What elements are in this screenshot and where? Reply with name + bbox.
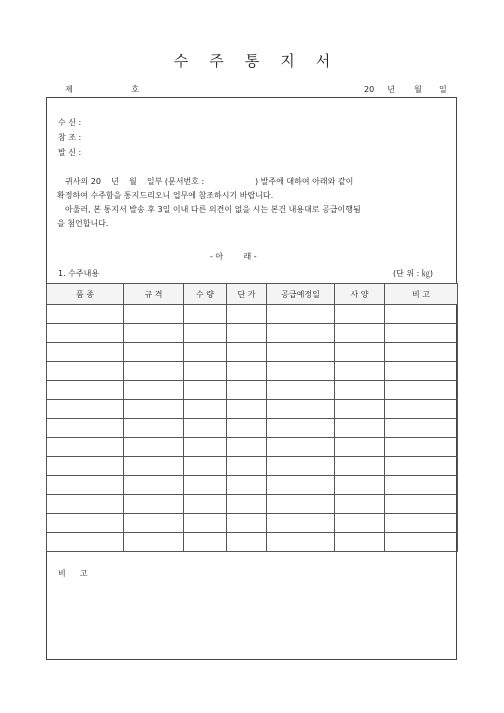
table-cell[interactable] [385,438,458,457]
table-cell[interactable] [124,514,184,533]
table-cell[interactable] [385,514,458,533]
table-cell[interactable] [47,362,124,381]
table-cell[interactable] [227,514,267,533]
table-cell[interactable] [267,324,335,343]
table-cell[interactable] [385,419,458,438]
order-table [46,283,458,552]
table-cell[interactable] [227,305,267,324]
remarks-label: 비고 [58,569,102,578]
table-cell[interactable] [267,514,335,533]
table-cell[interactable] [227,362,267,381]
body-line-1: 귀사의 20 년 월 일부 (문서번호 : ) 발주에 대하여 아래와 같이 [65,177,354,186]
table-cell[interactable] [385,381,458,400]
table-cell[interactable] [267,343,335,362]
table-cell[interactable] [335,476,385,495]
table-cell[interactable] [385,495,458,514]
table-cell[interactable] [124,533,184,552]
table-cell[interactable] [124,419,184,438]
table-cell[interactable] [47,533,124,552]
reference-heading: - 아 래 - [210,252,257,261]
table-cell[interactable] [335,438,385,457]
table-cell[interactable] [267,381,335,400]
table-cell[interactable] [227,343,267,362]
header-unit-price: 단 가 [227,284,267,305]
table-cell[interactable] [267,457,335,476]
table-cell[interactable] [385,457,458,476]
table-cell[interactable] [184,457,227,476]
table-row [47,400,458,419]
table-row [47,495,458,514]
table-row [47,457,458,476]
date-month-unit: 월 [414,85,422,94]
table-cell[interactable] [47,305,124,324]
table-cell[interactable] [184,305,227,324]
table-cell[interactable] [267,476,335,495]
table-cell[interactable] [227,476,267,495]
table-cell[interactable] [385,305,458,324]
table-row [47,343,458,362]
table-cell[interactable] [385,324,458,343]
date-year-unit: 년 [387,85,396,94]
table-body [47,305,458,552]
table-cell[interactable] [227,381,267,400]
table-cell[interactable] [335,514,385,533]
table-cell[interactable] [124,343,184,362]
table-cell[interactable] [335,343,385,362]
table-row [47,324,458,343]
document-number-label: 제 호 [65,85,167,94]
table-cell[interactable] [124,400,184,419]
table-row [47,533,458,552]
table-cell[interactable] [267,419,335,438]
table-cell[interactable] [335,381,385,400]
table-row [47,438,458,457]
table-cell[interactable] [124,495,184,514]
table-cell[interactable] [184,495,227,514]
table-cell[interactable] [124,324,184,343]
table-cell[interactable] [47,419,124,438]
table-cell[interactable] [335,400,385,419]
table-cell[interactable] [385,533,458,552]
table-cell[interactable] [227,419,267,438]
header-remarks: 비 고 [385,284,458,305]
table-cell[interactable] [47,438,124,457]
table-cell[interactable] [184,533,227,552]
header-quantity: 수 량 [184,284,227,305]
table-cell[interactable] [335,305,385,324]
sender-label: 발 신 : [58,148,82,157]
table-cell[interactable] [47,514,124,533]
table-cell[interactable] [47,495,124,514]
table-row [47,419,458,438]
table-row [47,476,458,495]
date-year: 20 [364,85,375,94]
table-cell[interactable] [124,438,184,457]
table-cell[interactable] [267,305,335,324]
date-day-unit: 일 [438,85,447,94]
table-cell[interactable] [227,324,267,343]
table-cell[interactable] [267,400,335,419]
table-cell[interactable] [124,457,184,476]
section-title: 1. 수주내용 [58,269,100,278]
table-cell[interactable] [184,419,227,438]
document-title: 수주통지서 [173,52,352,70]
table-cell[interactable] [267,438,335,457]
header-spec: 규 격 [124,284,184,305]
table-cell[interactable] [184,381,227,400]
table-cell[interactable] [385,476,458,495]
body-line-2: 확정하여 수주함을 통지드리오니 업무에 참조하시기 바랍니다. [57,191,274,200]
table-cell[interactable] [184,514,227,533]
table-cell[interactable] [335,495,385,514]
table-cell[interactable] [184,362,227,381]
table-cell[interactable] [227,495,267,514]
table-cell[interactable] [47,324,124,343]
table-cell[interactable] [47,400,124,419]
unit-label: (단 위 : ㎏) [393,269,434,278]
table-cell[interactable] [227,457,267,476]
table-cell[interactable] [124,381,184,400]
table-cell[interactable] [184,400,227,419]
table-cell[interactable] [47,457,124,476]
table-cell[interactable] [184,343,227,362]
header-supply-date: 공급예정일 [267,284,335,305]
table-row [47,362,458,381]
table-row [47,381,458,400]
table-cell[interactable] [124,305,184,324]
table-row [47,305,458,324]
table-cell[interactable] [184,476,227,495]
table-cell[interactable] [385,400,458,419]
table-cell[interactable] [335,533,385,552]
table-cell[interactable] [47,476,124,495]
body-line-4: 을 첨언합니다. [57,219,109,228]
recipient-label: 수 신 : [58,118,82,127]
table-cell[interactable] [124,362,184,381]
table-cell[interactable] [267,362,335,381]
table-cell[interactable] [184,324,227,343]
table-cell[interactable] [335,457,385,476]
table-cell[interactable] [267,495,335,514]
table-header-row [47,284,458,305]
table-cell[interactable] [184,438,227,457]
table-cell[interactable] [47,381,124,400]
document-date [364,84,447,95]
header-specification: 사 양 [335,284,385,305]
table-cell[interactable] [267,533,335,552]
reference-label: 참 조 : [58,133,82,142]
header-product: 품 종 [47,284,124,305]
table-cell[interactable] [124,476,184,495]
table-row [47,514,458,533]
table-cell[interactable] [227,400,267,419]
table-cell[interactable] [335,362,385,381]
table-cell[interactable] [335,419,385,438]
table-cell[interactable] [385,362,458,381]
table-cell[interactable] [335,324,385,343]
table-cell[interactable] [47,343,124,362]
body-line-3: 아울러, 본 통지서 발송 후 3일 이내 다른 의견이 없을 시는 본건 내용대로 공급이행됨 [65,205,361,214]
table-cell[interactable] [385,343,458,362]
table-cell[interactable] [227,438,267,457]
body-paragraph [57,175,449,231]
table-cell[interactable] [227,533,267,552]
